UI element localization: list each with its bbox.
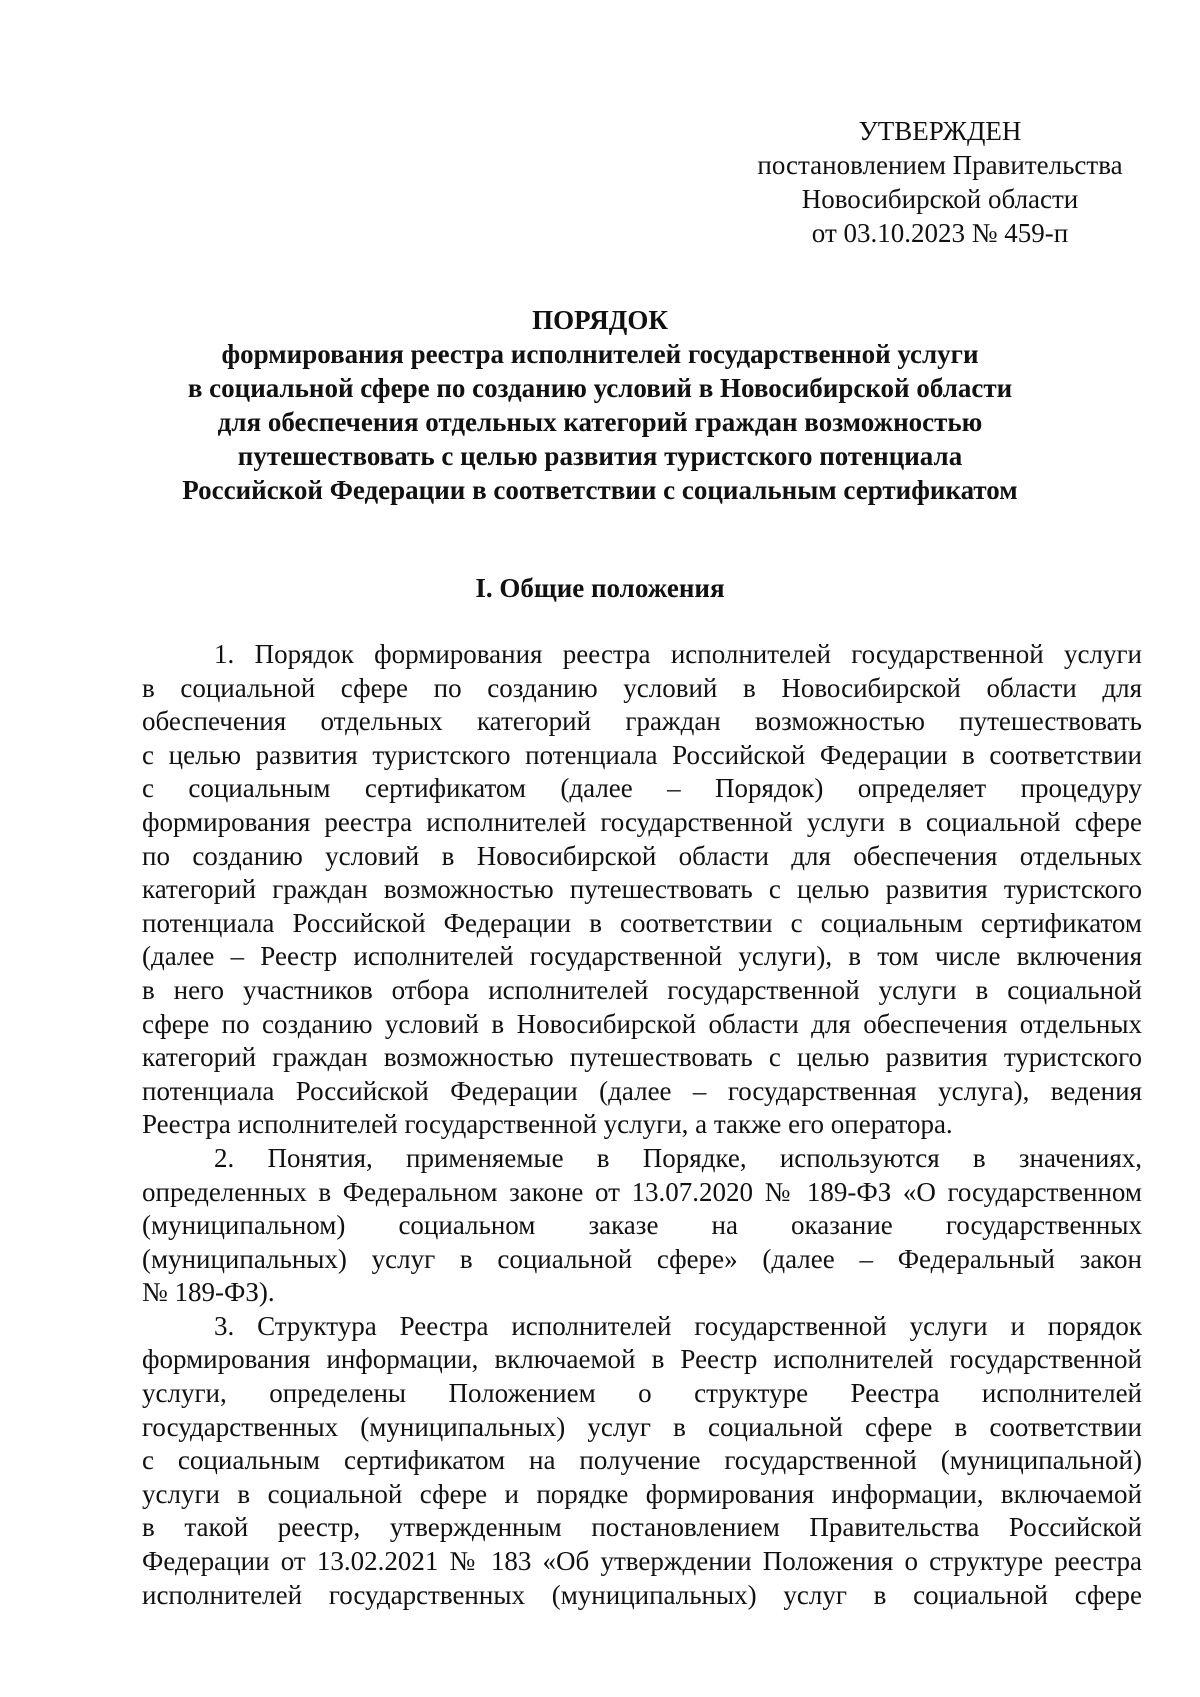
paragraph-line: в него участников отбора исполнителей государственной услуги в социальной bbox=[142, 974, 1142, 1005]
body-text bbox=[142, 638, 1142, 1612]
approval-stamp-block bbox=[740, 114, 1140, 250]
paragraph-line: категорий граждан возможностью путешествовать с целью развития туристского bbox=[142, 874, 1142, 905]
paragraph-line: Реестра исполнителей государственной услуги, а также его оператора. bbox=[142, 1109, 953, 1140]
approval-date-number: от 03.10.2023 № 459-п bbox=[811, 218, 1069, 248]
title-line: для обеспечения отдельных категорий граждан возможностью bbox=[217, 407, 983, 437]
paragraph-line: обеспечения отдельных категорий граждан возможностью путешествовать bbox=[142, 706, 1142, 737]
paragraph-line: с целью развития туристского потенциала Российской Федерации в соответствии bbox=[142, 739, 1142, 770]
paragraph-line: 2. Понятия, применяемые в Порядке, используются в значениях, bbox=[214, 1142, 1142, 1173]
title-line: ПОРЯДОК bbox=[532, 305, 668, 335]
paragraph-line: 3. Структура Реестра исполнителей государственной услуги и порядок bbox=[214, 1310, 1142, 1341]
paragraph-line: (муниципальном) социальном заказе на оказание государственных bbox=[142, 1210, 1142, 1241]
title-line: путешествовать с целью развития туристского потенциала bbox=[237, 441, 963, 471]
paragraph-line: в такой реестр, утвержденным постановлением Правительства Российской bbox=[142, 1512, 1142, 1543]
paragraph-line: (далее – Реестр исполнителей государственной услуги), в том числе включения bbox=[142, 941, 1142, 972]
paragraph-line: формирования реестра исполнителей государственной услуги в социальной сфере bbox=[142, 806, 1142, 837]
paragraph-line: услуги в социальной сфере и порядке формирования информации, включаемой bbox=[142, 1478, 1142, 1509]
paragraph-line: с социальным сертификатом (далее – Порядок) определяет процедуру bbox=[142, 773, 1142, 804]
paragraph-line: сфере по созданию условий в Новосибирской области для обеспечения отдельных bbox=[142, 1008, 1142, 1039]
paragraph-line: формирования информации, включаемой в Реестр исполнителей государственной bbox=[142, 1344, 1142, 1375]
approval-authority: постановлением Правительства bbox=[757, 150, 1123, 180]
paragraph-line: государственных (муниципальных) услуг в социальной сфере в соответствии bbox=[142, 1411, 1142, 1442]
paragraph-line: № 189-ФЗ). bbox=[142, 1277, 275, 1308]
approval-region: Новосибирской области bbox=[801, 184, 1079, 214]
title-line: Российской Федерации в соответствии с социальным сертификатом bbox=[182, 475, 1018, 505]
paragraph-line: определенных в Федеральном законе от 13.07.2020 № 189-ФЗ «О государственном bbox=[142, 1176, 1142, 1207]
section-heading: I. Общие положения bbox=[475, 573, 725, 603]
approval-title: УТВЕРЖДЕН bbox=[858, 116, 1022, 146]
title-line: формирования реестра исполнителей государственной услуги bbox=[221, 339, 979, 369]
document-title bbox=[100, 303, 1100, 507]
paragraph-line: в социальной сфере по созданию условий в Новосибирской области для bbox=[142, 672, 1142, 703]
paragraph-line: услуги, определены Положением о структуре Реестра исполнителей bbox=[142, 1378, 1142, 1409]
paragraph-line: исполнителей государственных (муниципальных) услуг в социальной сфере bbox=[142, 1579, 1142, 1610]
paragraph-line: по созданию условий в Новосибирской области для обеспечения отдельных bbox=[142, 840, 1142, 871]
paragraph-line: потенциала Российской Федерации (далее – государственная услуга), ведения bbox=[142, 1075, 1142, 1106]
paragraph-line: потенциала Российской Федерации в соответствии с социальным сертификатом bbox=[142, 907, 1142, 938]
paragraph-line: категорий граждан возможностью путешествовать с целью развития туристского bbox=[142, 1042, 1142, 1073]
title-line: в социальной сфере по созданию условий в Новосибирской области bbox=[187, 373, 1013, 403]
paragraph-line: Федерации от 13.02.2021 № 183 «Об утверждении Положения о структуре реестра bbox=[142, 1546, 1142, 1577]
paragraph-line: с социальным сертификатом на получение государственной (муниципальной) bbox=[142, 1445, 1142, 1476]
paragraph-line: (муниципальных) услуг в социальной сфере» (далее – Федеральный закон bbox=[142, 1243, 1142, 1274]
paragraph-line: 1. Порядок формирования реестра исполнителей государственной услуги bbox=[214, 639, 1142, 669]
